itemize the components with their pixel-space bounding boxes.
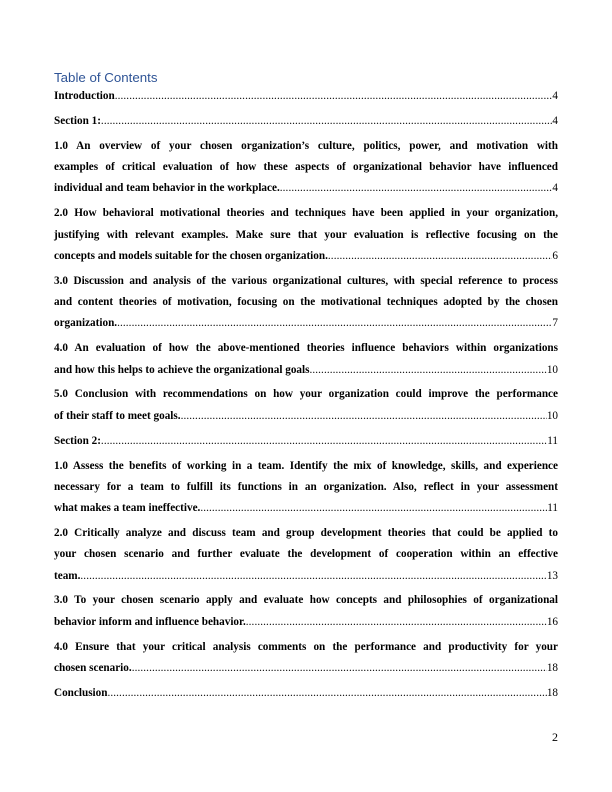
toc-entry-page-number: 10 — [546, 363, 558, 376]
toc-entry-page-number: 11 — [547, 434, 558, 447]
toc-entry-title-line: 4.0 Ensure that your critical analysis comments on the performance and productivity for your — [54, 640, 558, 653]
toc-entry-title-line: 3.0 To your chosen scenario apply and evaluate how concepts and philosophies of organizational — [54, 594, 558, 607]
toc-entry-title: and how this helps to achieve the organizational goals — [54, 363, 310, 376]
toc-entry-last-line — [54, 566, 558, 587]
toc-entry-title: Section 1: — [54, 114, 101, 127]
dot-leader — [107, 683, 546, 704]
toc-entry-title-line: 4.0 An evaluation of how the above-mentioned theories influence behaviors within organizations — [54, 342, 558, 355]
toc-entry[interactable] — [54, 203, 558, 267]
toc-list — [54, 86, 558, 708]
dot-leader — [132, 658, 547, 679]
toc-entry-last-line — [54, 86, 558, 107]
toc-entry[interactable] — [54, 384, 558, 427]
dot-leader — [246, 612, 547, 633]
toc-entry[interactable] — [54, 431, 558, 452]
toc-entry-last-line — [54, 111, 558, 132]
toc-entry-page-number: 4 — [552, 182, 558, 195]
toc-entry[interactable] — [54, 590, 558, 633]
toc-entry-title: what makes a team ineffective. — [54, 502, 201, 515]
toc-heading: Table of Contents — [54, 70, 158, 85]
toc-entry-page-number: 4 — [552, 90, 558, 102]
toc-entry-title: individual and team behavior in the workplace. — [54, 182, 280, 195]
toc-entry-title: concepts and models suitable for the chosen organization. — [54, 249, 328, 262]
toc-entry[interactable] — [54, 111, 558, 132]
toc-entry-title: behavior inform and influence behavior. — [54, 615, 246, 628]
toc-entry-title: of their staff to meet goals. — [54, 409, 181, 422]
toc-entry-title-line: necessary for a team to fulfill its functions in an organization. Also, reflect in your assessment — [54, 480, 558, 493]
toc-entry-last-line — [54, 498, 558, 519]
dot-leader — [115, 86, 553, 107]
toc-entry-last-line — [54, 313, 558, 334]
dot-leader — [200, 498, 547, 519]
toc-entry-title: Conclusion — [54, 686, 108, 699]
toc-entry-last-line — [54, 178, 558, 199]
toc-entry-last-line — [54, 431, 558, 452]
toc-entry-last-line — [54, 683, 558, 704]
toc-entry-page-number: 4 — [552, 114, 558, 127]
toc-entry[interactable] — [54, 136, 558, 200]
toc-entry-title-line: 1.0 An overview of your chosen organization’s culture, politics, power, and motivation with — [54, 139, 558, 152]
toc-entry-page-number: 11 — [547, 502, 558, 515]
toc-entry-title-line: 2.0 Critically analyze and discuss team and group development theories that could be applied to — [54, 526, 558, 539]
toc-entry-last-line — [54, 406, 558, 427]
toc-entry-last-line — [54, 658, 558, 679]
toc-entry-last-line — [54, 360, 558, 381]
toc-entry-page-number: 18 — [546, 661, 558, 674]
dot-leader — [309, 360, 546, 381]
dot-leader — [117, 313, 552, 334]
toc-entry-title: team. — [54, 569, 81, 582]
toc-entry-last-line — [54, 612, 558, 633]
toc-entry-page-number: 10 — [546, 409, 558, 422]
toc-entry[interactable] — [54, 456, 558, 520]
toc-entry[interactable] — [54, 523, 558, 587]
dot-leader — [328, 246, 553, 267]
toc-entry[interactable] — [54, 683, 558, 704]
toc-entry-last-line — [54, 246, 558, 267]
toc-entry-title-line: 3.0 Discussion and analysis of the various organizational cultures, with special reference to process — [54, 274, 558, 287]
toc-entry-title-line: 1.0 Assess the benefits of working in a team. Identify the mix of knowledge, skills, and experience — [54, 459, 558, 472]
toc-entry-page-number: 7 — [552, 317, 558, 330]
toc-entry-title-line: 5.0 Conclusion with recommendations on how your organization could improve the performance — [54, 388, 558, 401]
toc-entry-title: chosen scenario. — [54, 661, 132, 674]
page-number: 2 — [552, 730, 558, 744]
dot-leader — [80, 566, 546, 587]
toc-entry[interactable] — [54, 271, 558, 335]
toc-entry[interactable] — [54, 338, 558, 381]
toc-entry-title: Introduction — [54, 90, 115, 102]
dot-leader — [101, 111, 552, 132]
dot-leader — [181, 406, 547, 427]
dot-leader — [280, 178, 553, 199]
toc-entry-page-number: 18 — [546, 686, 558, 699]
toc-entry-title-line: justifying with relevant examples. Make sure that your evaluation is reflective focusing on the — [54, 228, 558, 241]
toc-entry-page-number: 6 — [552, 249, 558, 262]
toc-entry-title: organization. — [54, 317, 118, 330]
toc-entry-title-line: 2.0 How behavioral motivational theories and techniques have been applied in your organization, — [54, 207, 558, 220]
toc-entry-title-line: and content theories of motivation, focusing on the motivational techniques adopted by the chosen — [54, 296, 558, 309]
toc-entry[interactable] — [54, 86, 558, 107]
toc-entry-title-line: your chosen scenario and further evaluate the development of cooperation within an effective — [54, 548, 558, 561]
toc-entry-page-number: 13 — [546, 569, 558, 582]
dot-leader — [101, 431, 547, 452]
toc-entry-page-number: 16 — [546, 615, 558, 628]
toc-entry-title-line: examples of critical evaluation of how these aspects of organizational behavior have influenced — [54, 161, 558, 174]
toc-entry-title: Section 2: — [54, 434, 101, 447]
toc-entry[interactable] — [54, 637, 558, 680]
